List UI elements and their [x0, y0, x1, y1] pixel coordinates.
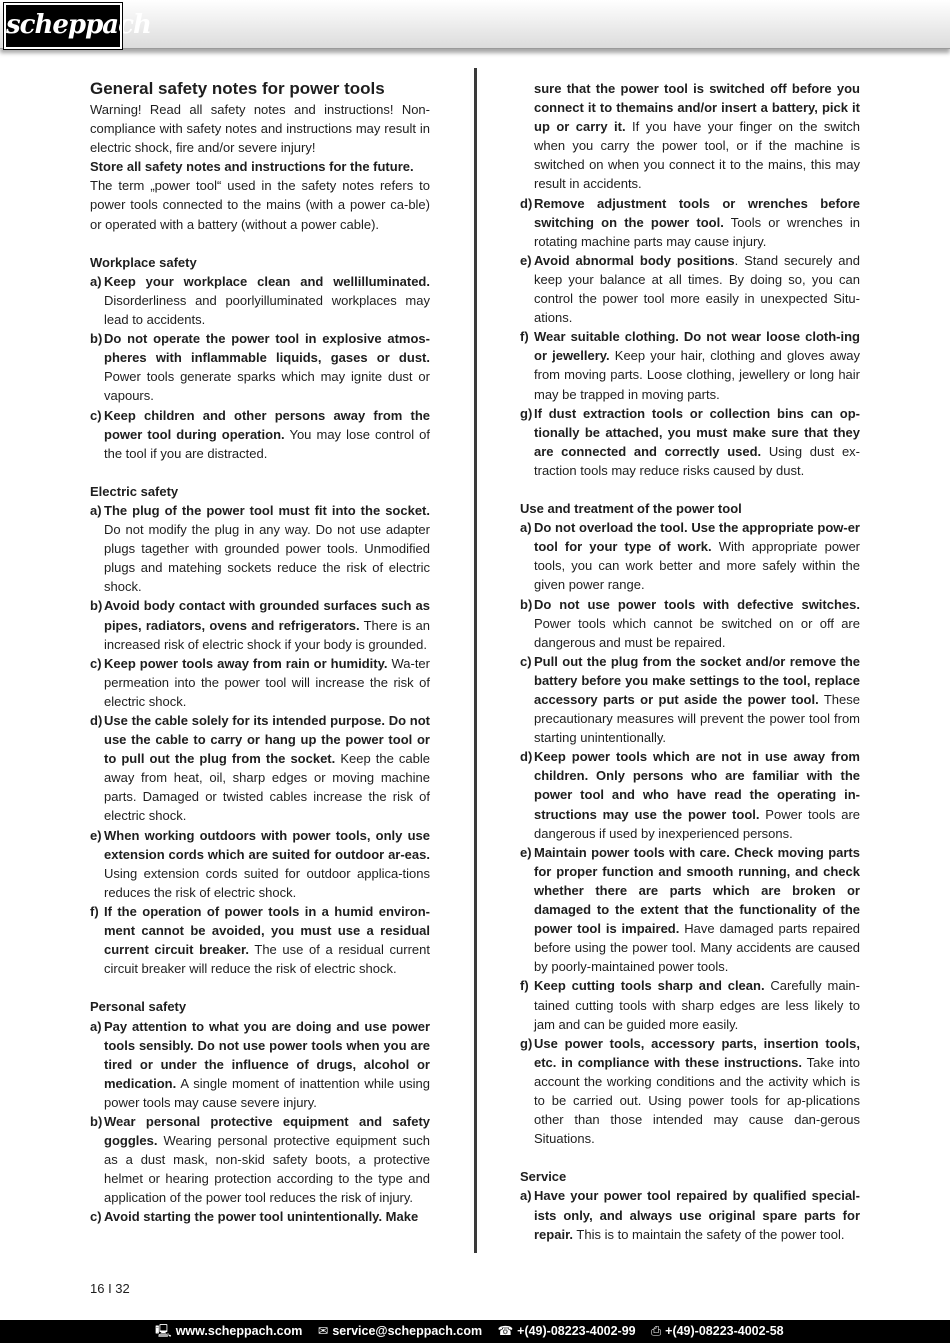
item-text: Power tools are dangerous if used by inexperienced persons.	[534, 806, 861, 841]
item-label: f)	[520, 329, 529, 345]
list-item-continuation	[520, 79, 860, 194]
list-item	[520, 843, 860, 977]
list-item	[90, 654, 430, 711]
item-bold-text: Do not use power tools with defective switches.	[534, 596, 860, 612]
item-bold-text: Keep power tools away from rain or humidity.	[104, 655, 388, 671]
column-divider	[474, 68, 477, 1253]
list-item	[520, 1034, 860, 1149]
item-text: Using dust ex-traction tools may reduce risks caused by dust.	[534, 443, 860, 478]
item-label: a)	[90, 273, 102, 289]
item-text: These precautionary measures will prevent the power tool from starting unintentionally.	[534, 692, 860, 746]
item-label: c)	[520, 653, 532, 669]
item-bold-text: When working outdoors with power tools, only use extension cords which are suited for outdoor ar-eas.	[104, 827, 430, 862]
item-label: b)	[90, 1113, 103, 1129]
item-bold-text: Keep your workplace clean and wellilluminated.	[104, 273, 430, 289]
item-label: a)	[520, 520, 532, 536]
item-text: Take into account the working conditions and the activity which is to be carried out. Using power tools for ap-plications other than those intended may cause dan-gerous Situations.	[534, 1054, 860, 1147]
item-text: This is to maintain the safety of the power tool.	[573, 1226, 845, 1242]
item-text: Tools or wrenches in rotating machine parts may cause injury.	[534, 214, 860, 249]
list-item	[90, 711, 430, 826]
item-text: You may lose control of the tool if you are distracted.	[104, 426, 430, 461]
list-item	[90, 501, 430, 596]
header-bar	[0, 0, 950, 49]
list-item	[520, 327, 860, 403]
section-service	[520, 1167, 860, 1243]
item-label: a)	[520, 1188, 532, 1204]
list-item	[520, 747, 860, 842]
page-title: General safety notes for power tools	[90, 79, 385, 98]
item-bold-text: Pay attention to what you are doing and use power tools sensibly. Do not use power tools when you are tired or under the influence of drugs, alcohol or medication.	[104, 1018, 430, 1091]
item-bold-text: sure that the power tool is switched off before you connect it to themains and/or insert a battery, pick it up or carry it.	[534, 81, 860, 135]
footer-contacts	[155, 1320, 784, 1343]
list-item	[520, 976, 860, 1033]
item-bold-text: Use the cable solely for its intended purpose. Do not use the cable to carry or hang up the power tool or to pull out the plug from the socket.	[104, 713, 430, 767]
email-icon: ✉	[317, 1324, 329, 1338]
list-item	[90, 902, 430, 978]
footer-email[interactable]: service@scheppach.com	[332, 1324, 483, 1338]
page-number: 16 I 32	[90, 1281, 130, 1296]
item-label: f)	[520, 978, 529, 994]
item-text: Do not modify the plug in any way. Do not use adapter plugs tagether with grounded power tools. Unmodified plugs and matehing sockets reduce the risk of electric shock.	[104, 522, 430, 595]
item-text: With appropriate power tools, you can work better and more safely within the given power range.	[534, 539, 861, 593]
item-bold-text: If dust extraction tools or collection bins can op-tionally be attached, you must make sure that they are connected and correctly used.	[534, 405, 860, 459]
item-label: g)	[520, 405, 533, 421]
item-label: b)	[90, 331, 103, 347]
item-label: f)	[90, 903, 99, 919]
list-item	[90, 406, 430, 463]
item-text: There is an increased risk of electric shock if your body is grounded.	[104, 617, 430, 652]
item-text: Carefully main-tained cutting tools with sharp edges are less likely to jam and can be guided more easily.	[534, 978, 860, 1032]
item-text: Disorderliness and poorlyilluminated workplaces may lead to accidents.	[104, 292, 430, 328]
item-bold-text: Use power tools, accessory parts, insertion tools, etc. in compliance with these instructions.	[534, 1035, 860, 1070]
item-text: Power tools which cannot be switched on or off are dangerous and must be repaired.	[534, 615, 860, 650]
section-use-and-treatment	[520, 499, 860, 1148]
item-label: d)	[520, 195, 533, 211]
item-bold-text: Maintain power tools with care. Check moving parts for proper function and smooth running, and check whether there are parts which are broken or damaged to the extent that the functionality of the power tool is impaired.	[534, 844, 860, 937]
item-label: a)	[90, 502, 102, 518]
item-label: d)	[90, 713, 103, 728]
item-bold-text: Keep children and other persons away from the power tool during operation.	[104, 407, 430, 442]
item-label: d)	[520, 749, 533, 765]
item-text: Power tools generate sparks which may ignite dust or vapours.	[104, 369, 430, 404]
item-bold-text: Avoid starting the power tool unintentionally. Make	[104, 1209, 419, 1225]
list-item	[90, 1017, 430, 1112]
section-heading: Electric safety	[90, 483, 179, 499]
item-bold-text: Have your power tool repaired by qualified special-ists only, and always use original spare parts for repair.	[534, 1188, 860, 1242]
item-bold-text: Pull out the plug from the socket and/or remove the battery before you make settings to the tool, replace accessory parts or put aside the power tool.	[534, 653, 860, 707]
item-bold-text: Keep power tools which are not in use away from children. Only persons who are familiar with the power tool and who have read the operating in-structions may use the power tool.	[534, 749, 860, 822]
scheppach-logo: scheppach	[4, 3, 122, 49]
item-label: g)	[520, 1035, 533, 1051]
list-item	[520, 404, 860, 480]
intro-warning: Warning! Read all safety notes and instructions! Non-compliance with safety notes and instructions may result in electric shock, fire and/or severe injury!	[90, 102, 430, 156]
item-text: If you have your finger on the switch when you carry the power tool, or if the machine is switched on when you connect it to the mains, this may result in accidents.	[534, 119, 861, 192]
item-label: b)	[520, 596, 533, 612]
item-label: c)	[90, 1209, 102, 1225]
term-note: The term „power tool“ used in the safety notes refers to power tools connected to the mains (with a power ca-ble) or operated with a battery (without a power cable).	[90, 178, 430, 232]
item-text: Wearing personal protective equipment such as a dust mask, non-skid safety boots, a protective helmet or hearing protection according to the type and application of the power tool reduces the risk of injury.	[104, 1133, 430, 1206]
footer-bar	[0, 1320, 950, 1343]
item-label: e)	[520, 844, 532, 860]
item-text: . Stand securely and keep your balance at all times. By doing so, you can control the power tool more easily in unexpected Situ-ations.	[534, 252, 860, 326]
item-text: Have damaged parts repaired before using the power tool. Many accidents are caused by poorly-maintained power tools.	[534, 921, 860, 975]
fax-icon: ⎙	[651, 1324, 662, 1338]
item-text: Keep the cable away from heat, oil, sharp edges or moving machine parts. Damaged or twisted cables increase the risk of electric shock.	[104, 751, 430, 824]
store-note: Store all safety notes and instructions for the future.	[90, 159, 414, 175]
list-item	[90, 596, 430, 653]
footer-website[interactable]: www.scheppach.com	[175, 1324, 303, 1338]
item-bold-text: Keep cutting tools sharp and clean.	[534, 978, 765, 994]
list-item	[90, 272, 430, 329]
item-label: c)	[90, 655, 102, 671]
list-item	[520, 652, 860, 747]
section-personal-safety	[90, 997, 430, 1226]
item-label: e)	[520, 252, 532, 268]
list-item	[90, 826, 430, 902]
section-heading: Workplace safety	[90, 254, 197, 270]
item-bold-text: Remove adjustment tools or wrenches before switching on the power tool.	[534, 195, 860, 230]
item-text: Using extension cords suited for outdoor applica-tions reduces the risk of electric shock.	[104, 865, 430, 900]
item-text: Keep your hair, clothing and gloves away from moving parts. Loose clothing, jewellery or long hair may be trapped in moving parts.	[534, 348, 860, 402]
item-bold-text: If the operation of power tools in a humid environ-ment cannot be avoided, you must use a residual current circuit breaker.	[104, 903, 430, 958]
phone-icon: ☎	[497, 1324, 514, 1338]
footer-phone: +(49)-08223-4002-99	[517, 1324, 636, 1338]
item-label: b)	[90, 598, 103, 614]
list-item	[90, 1112, 430, 1207]
left-column	[90, 79, 430, 1227]
computer-icon: 🖳	[155, 1324, 172, 1338]
item-bold-text: Do not operate the power tool in explosive atmos-pheres with inflammable liquids, gases or dust.	[104, 331, 430, 366]
right-column	[520, 79, 860, 1244]
item-bold-text: Wear personal protective equipment and safety goggles.	[104, 1113, 430, 1149]
footer-fax: +(49)-08223-4002-58	[665, 1324, 784, 1338]
section-heading: Use and treatment of the power tool	[520, 501, 742, 517]
section-electric-safety	[90, 482, 430, 978]
item-bold-text: Wear suitable clothing. Do not wear loose cloth-ing or jewellery.	[534, 329, 860, 364]
item-label: c)	[90, 407, 102, 423]
list-item	[520, 194, 860, 251]
item-label: a)	[90, 1018, 102, 1034]
item-bold-text: Do not overload the tool. Use the appropriate pow-er tool for your type of work.	[534, 520, 860, 555]
item-text: Wa-ter permeation into the power tool will increase the risk of electric shock.	[104, 655, 430, 709]
item-text: The use of a residual current circuit breaker will reduce the risk of electric shock.	[104, 942, 430, 977]
item-bold-text: Avoid abnormal body positions	[534, 252, 735, 268]
list-item	[520, 1186, 860, 1243]
item-label: e)	[90, 827, 102, 843]
section-heading: Personal safety	[90, 999, 187, 1015]
item-bold-text: The plug of the power tool must fit into the socket.	[104, 502, 430, 518]
list-item	[520, 595, 860, 652]
item-bold-text: Avoid body contact with grounded surfaces such as pipes, radiators, ovens and refrigerators.	[104, 598, 430, 633]
section-heading: Service	[520, 1169, 567, 1185]
section-workplace-safety	[90, 253, 430, 463]
list-item	[520, 518, 860, 594]
item-text: A single moment of inattention while using power tools may cause severe injury.	[104, 1075, 430, 1110]
list-item	[520, 251, 860, 327]
list-item	[90, 329, 430, 405]
list-item	[90, 1207, 430, 1226]
